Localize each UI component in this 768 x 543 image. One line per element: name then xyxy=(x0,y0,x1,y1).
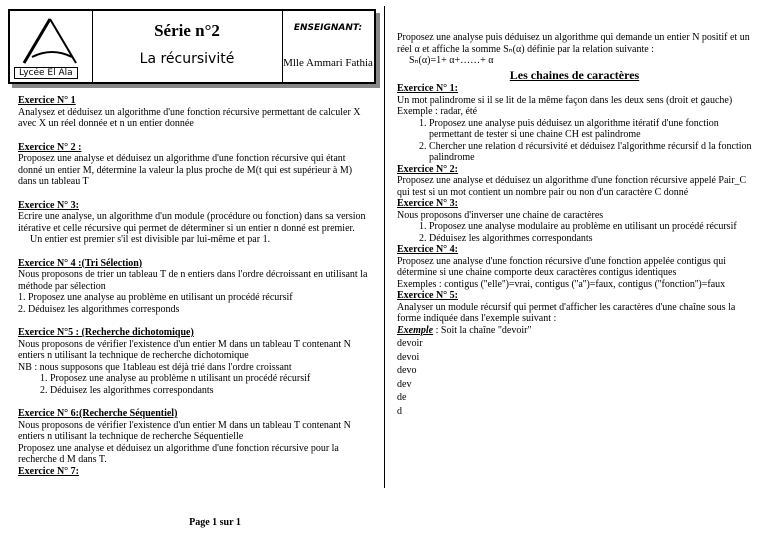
exercise-text: Proposez une analyse et déduisez un algorithme d'une fonction récursive pour la recherche d M dans T. xyxy=(18,442,339,465)
example-word: dev xyxy=(397,378,412,390)
exercise-title: Exercice N° 3: xyxy=(18,199,80,211)
exercise-text: Proposez une analyse d'une fonction récursive d'une fonction appelée contigus qui détermine si une chaine comporte deux caractères contigus identiques xyxy=(397,255,727,278)
school-logo-icon xyxy=(18,17,82,67)
exercise-title: Exercice N° 2 : xyxy=(18,141,82,153)
example-label: Exemple xyxy=(397,324,434,336)
string-exercise-5 xyxy=(397,290,752,417)
example-word: de xyxy=(397,392,407,403)
exercise-note: Un entier est premier s'il est divisible par lui-même et par 1. xyxy=(30,234,271,245)
exercise-title: Exercice N° 4: xyxy=(397,244,459,255)
example-text: : Soit la chaîne "devoir" xyxy=(433,324,532,336)
exercise-line: 1. Proposez une analyse au problème en utilisant un procédé récursif xyxy=(18,292,293,303)
exercise-text: Nous proposons de trier un tableau T de n entiers dans l'ordre décroissant en utilisant la méthode par sélection xyxy=(18,269,368,292)
exercise-text: Nous proposons de vérifier l'existence d'un entier M dans un tableau T contenant N entiers n utilisant la technique de recherche Séquentielle xyxy=(18,419,351,442)
teacher-cell xyxy=(282,11,374,82)
example-word: devoir xyxy=(397,338,423,349)
exercise-title: Exercice N° 7: xyxy=(18,465,80,477)
list-item: 2. Déduisez les algorithmes correspondants xyxy=(50,385,368,397)
example-word: d xyxy=(397,405,402,417)
exercise-note: NB : nous supposons que 1tableau est déjà trié dans l'ordre croissant xyxy=(18,361,292,373)
exercise-5 xyxy=(18,327,368,396)
string-exercise-2 xyxy=(397,164,752,199)
exercise-title: Exercice N° 3: xyxy=(397,198,459,209)
example-word: devoi xyxy=(397,351,420,363)
exercise-text: Analyser un module récursif qui permet d'afficher les caractères d'une chaîne sous la forme indiquée dans l'exemple suivant : xyxy=(397,301,736,324)
exercise-text: Analysez et déduisez un algorithme d'une fonction récursive permettant de calculer X avec X un réel donnée et n un entier donnée xyxy=(18,106,361,129)
exercise-line: 2. Déduisez les algorithmes corresponds xyxy=(18,303,180,315)
list-item: 1. Proposez une analyse puis déduisez un algorithme itératif d'une fonction permettant de tester si une chaine CH est palindrome xyxy=(429,118,752,141)
string-exercise-3 xyxy=(397,198,752,244)
subject-title: La récursivité xyxy=(139,51,235,67)
exercise-text: Proposez une analyse et déduisez un algorithme d'une fonction récursive qui étant donné un entier M, détermine la valeur la plus proche de M(t qui est supérieur à M) dans un tableau T xyxy=(18,153,353,187)
exercise-text: Nous proposons de vérifier l'existence d'un entier M dans un tableau T contenant N entiers n utilisant la technique de recherche dichotomique xyxy=(18,338,351,361)
exercise-text: Nous proposons d'inverser une chaine de caractères xyxy=(397,209,604,221)
title-cell xyxy=(92,11,283,82)
exercise-title: Exercice N° 2: xyxy=(397,163,459,175)
formula: Sₙ(α)=1+ α+……+ α xyxy=(409,55,494,66)
list-item: 1. Proposez une analyse au problème n utilisant un procédé récursif xyxy=(50,373,368,385)
string-exercise-4 xyxy=(397,244,752,290)
left-column xyxy=(18,95,368,489)
serie-title: Série n°2 xyxy=(154,21,220,40)
exercise-title: Exercice N°5 : (Recherche dichotomique) xyxy=(18,327,194,338)
exercise-title: Exercice N° 5: xyxy=(397,290,459,301)
list-item: 2. Chercher une relation d récursivité et déduisez l'algorithme récursif d la fonction palindrome xyxy=(429,141,752,164)
intro-text: Proposez une analyse puis déduisez un algorithme qui demande un entier N positif et un réel α et affiche la somme Sₙ(α) définie par la relation suivante : xyxy=(397,32,750,55)
example-line xyxy=(397,325,752,337)
exercise-text: Un mot palindrome si il se lit de la même façon dans les deux sens (droit et gauche) xyxy=(397,94,733,106)
section-title: Les chaines de caractères xyxy=(509,67,640,82)
exercise-6 xyxy=(18,408,368,477)
exercise-1 xyxy=(18,95,368,130)
exercise-2 xyxy=(18,142,368,188)
list-item: 1. Proposez une analyse modulaire au problème en utilisant un procédé récursif xyxy=(429,221,752,233)
school-name: Lycée El Ala xyxy=(14,67,78,79)
list-item: 2. Déduisez les algorithmes correspondants xyxy=(429,233,752,245)
exercise-text: Proposez une analyse et déduisez un algorithme d'une fonction récursive appelé Pair_C qui test si un mot contient un nombre pair ou non d'un caractère C donné xyxy=(397,175,747,198)
exercise-title: Exercice N° 6:(Recherche Séquentiel) xyxy=(18,408,178,419)
exercise-title: Exercice N° 1: xyxy=(397,83,459,94)
exercise-example: Exemple : radar, été xyxy=(397,106,478,117)
exercise-title: Exercice N° 1 xyxy=(18,95,76,106)
exercise-3 xyxy=(18,200,368,246)
exercise-title: Exercice N° 4 :(Tri Sélection) xyxy=(18,257,143,269)
page-footer: Page 1 sur 1 xyxy=(189,517,241,528)
teacher-name: Mlle Ammari Fathia xyxy=(283,57,373,69)
right-column xyxy=(397,32,752,417)
header-box xyxy=(8,9,376,84)
column-divider xyxy=(384,6,385,488)
exercise-example: Exemples : contigus (''elle'')=vrai, contigus (''a'')=faux, contigus (''fonction'')=faux xyxy=(397,278,726,290)
teacher-label: ENSEIGNANT: xyxy=(293,23,363,33)
string-exercise-1 xyxy=(397,83,752,164)
example-word: devo xyxy=(397,365,417,376)
exercise-text: Ecrire une analyse, un algorithme d'un module (procédure ou fonction) dans sa version itérative et celle récursive qui permet de déterminer si un entier n donné est premier. xyxy=(18,211,366,234)
exercise-4 xyxy=(18,258,368,316)
logo-cell xyxy=(10,11,93,82)
